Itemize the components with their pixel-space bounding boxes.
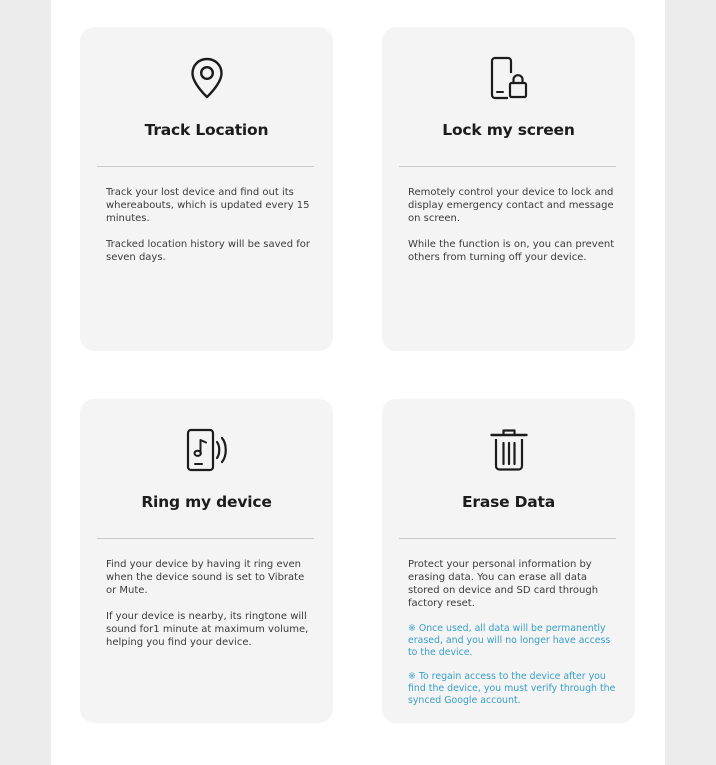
warning-note: ※ To regain access to the device after you find the device, you must verify through the synced Google account. bbox=[408, 671, 616, 706]
description-paragraph: If your device is nearby, its ringtone will sound for1 minute at maximum volume, helping you find your device. bbox=[106, 611, 309, 648]
phone-ringing-icon bbox=[80, 427, 333, 473]
description-paragraph: Remotely control your device to lock and display emergency contact and message on screen. bbox=[408, 187, 614, 224]
feature-title: Track Location bbox=[144, 121, 269, 139]
feature-card-track-location bbox=[80, 27, 333, 351]
content-panel bbox=[51, 0, 665, 765]
feature-description bbox=[408, 558, 617, 719]
description-paragraph: Tracked location history will be saved for seven days. bbox=[106, 239, 310, 263]
location-pin-icon bbox=[80, 55, 333, 101]
description-paragraph: Find your device by having it ring even when the device sound is set to Vibrate or Mute. bbox=[106, 559, 305, 596]
divider bbox=[399, 538, 616, 539]
description-paragraph: Protect your personal information by erasing data. You can erase all data stored on device and SD card through factory reset. bbox=[408, 559, 599, 609]
divider bbox=[97, 166, 314, 167]
description-paragraph: Track your lost device and find out its whereabouts, which is updated every 15 minutes. bbox=[106, 187, 310, 224]
feature-description bbox=[106, 558, 315, 662]
divider bbox=[97, 538, 314, 539]
feature-title: Erase Data bbox=[461, 493, 556, 511]
phone-lock-icon bbox=[382, 55, 635, 101]
feature-card-erase-data bbox=[382, 399, 635, 723]
description-paragraph: While the function is on, you can prevent others from turning off your device. bbox=[408, 239, 615, 263]
warning-note: ※ Once used, all data will be permanently erased, and you will no longer have access to the device. bbox=[408, 623, 611, 658]
trash-icon bbox=[382, 427, 635, 473]
feature-title: Ring my device bbox=[141, 493, 272, 511]
feature-card-lock-screen bbox=[382, 27, 635, 351]
feature-card-ring-device bbox=[80, 399, 333, 723]
feature-title: Lock my screen bbox=[442, 121, 575, 139]
divider bbox=[399, 166, 616, 167]
feature-description bbox=[408, 186, 617, 277]
feature-description bbox=[106, 186, 315, 277]
